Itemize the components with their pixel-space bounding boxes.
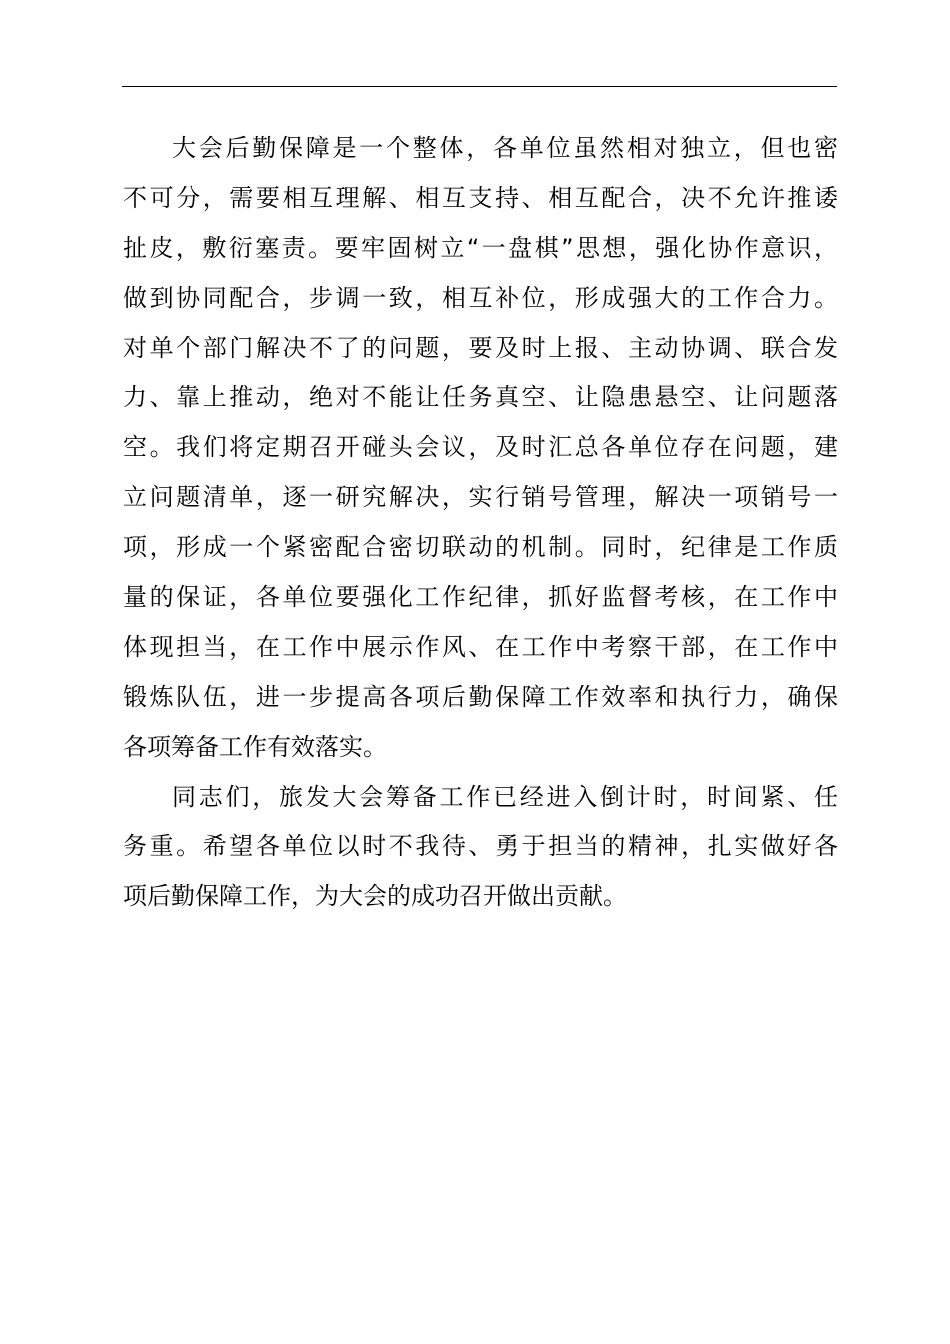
text-line: 务重。希望各单位以时不我待、勇于担当的精神，扎实做好各	[123, 832, 838, 861]
paragraph-closing-remarks	[123, 773, 838, 923]
text-line: 立问题清单，逐一研究解决，实行销号管理，解决一项销号一	[123, 483, 838, 512]
text-line: 大会后勤保障是一个整体，各单位虽然相对独立，但也密	[172, 134, 838, 162]
text-line: 项后勤保障工作，为大会的成功召开做出贡献。	[123, 882, 627, 911]
text-line: 力、靠上推动，绝对不能让任务真空、让隐患悬空、让问题落	[123, 383, 838, 412]
text-line: 扯皮，敷衍塞责。要牢固树立“一盘棋”思想，强化协作意识，	[123, 233, 838, 262]
text-line: 空。我们将定期召开碰头会议，及时汇总各单位存在问题，建	[123, 433, 838, 462]
paragraph-logistics-unity	[123, 124, 838, 773]
text-line: 做到协同配合，步调一致，相互补位，形成强大的工作合力。	[123, 283, 838, 312]
text-line: 对单个部门解决不了的问题，要及时上报、主动协调、联合发	[123, 333, 838, 362]
text-line: 锻炼队伍，进一步提高各项后勤保障工作效率和执行力，确保	[123, 682, 838, 711]
text-line: 各项筹备工作有效落实。	[123, 732, 387, 761]
text-line: 量的保证，各单位要强化工作纪律，抓好监督考核，在工作中	[123, 583, 838, 612]
document-body	[123, 124, 838, 922]
text-line: 体现担当，在工作中展示作风、在工作中考察干部，在工作中	[123, 632, 838, 661]
text-line: 项，形成一个紧密配合密切联动的机制。同时，纪律是工作质	[123, 533, 838, 562]
text-line: 同志们，旅发大会筹备工作已经进入倒计时，时间紧、任	[172, 782, 838, 811]
header-rule	[122, 86, 837, 87]
text-line: 不可分，需要相互理解、相互支持、相互配合，决不允许推诿	[123, 183, 838, 212]
